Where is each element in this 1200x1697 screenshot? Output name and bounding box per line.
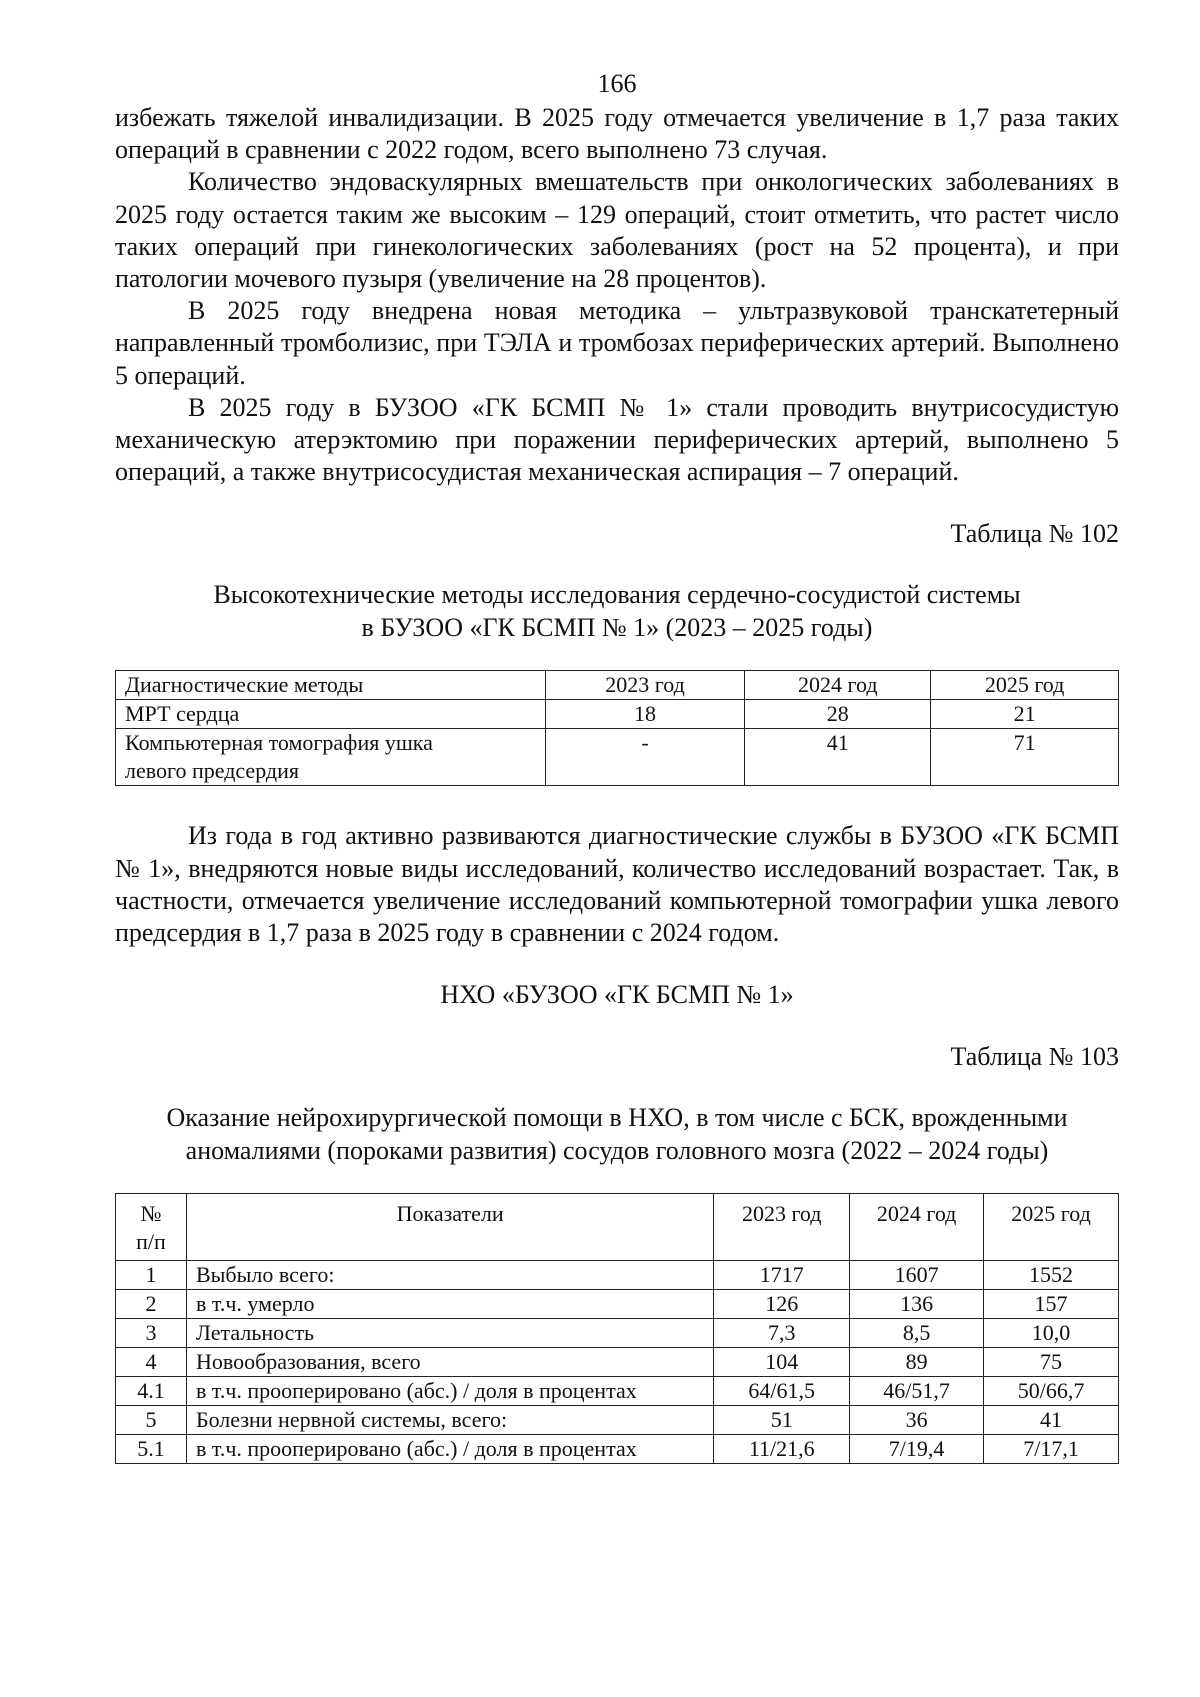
table-row [116,1435,1119,1464]
table-cell: 1717 [714,1261,850,1290]
table-cell: 7,3 [714,1319,850,1348]
table-103-header-cell: Показатели [186,1194,713,1261]
table-cell: 21 [931,700,1119,729]
table-102-number: Таблица № 102 [950,519,1119,549]
table-cell: 7/17,1 [984,1435,1119,1464]
table-103-header-cell: 2024 год [850,1194,984,1261]
table-row [116,1319,1119,1348]
table-103-header-cell: 2025 год [984,1194,1119,1261]
paragraph-4: В 2025 году в БУЗОО «ГК БСМП № 1» стали проводить внутрисосудистую механическую атерэктомию при поражении периферических артерий, выполнено 5 операций, а также внутрисосудистая механическая аспирация – 7 операций. [115,392,1119,487]
table-cell: - [545,729,745,786]
table-cell: 71 [931,729,1119,786]
table-cell: 75 [984,1348,1119,1377]
table-cell: 1552 [984,1261,1119,1290]
page-number: 166 [597,69,637,98]
table-cell: 64/61,5 [714,1377,850,1406]
table-cell: в т.ч. прооперировано (абс.) / доля в процентах [186,1377,713,1406]
table-103-title [115,1101,1119,1167]
table-cell: 136 [850,1290,984,1319]
document-page [115,68,1119,1464]
table-cell: 7/19,4 [850,1435,984,1464]
table-102-title-line2: в БУЗОО «ГК БСМП № 1» (2023 – 2025 годы) [361,613,873,643]
table-103-title-line2: аномалиями (пороками развития) сосудов головного мозга (2022 – 2024 годы) [185,1136,1049,1166]
table-102-header-cell: 2025 год [931,671,1119,700]
table-103-number: Таблица № 103 [950,1042,1119,1072]
section-heading: НХО «БУЗОО «ГК БСМП № 1» [440,980,794,1010]
table-cell: Болезни нервной системы, всего: [186,1406,713,1435]
table-cell: 104 [714,1348,850,1377]
paragraph-5: Из года в год активно развиваются диагностические службы в БУЗОО «ГК БСМП № 1», внедряются новые виды исследований, количество исследований возрастает. Так, в частности, отмечается увеличение исследований компьютерной томографии ушка левого предсердия в 1,7 раза в 2025 году в сравнении с 2024 годом. [115,821,1119,948]
table-cell: 157 [984,1290,1119,1319]
table-cell: 46/51,7 [850,1377,984,1406]
table-102-title [115,578,1119,644]
table-cell: в т.ч. прооперировано (абс.) / доля в процентах [186,1435,713,1464]
table-cell: 4 [116,1348,187,1377]
table-103-header-cell: 2023 год [714,1194,850,1261]
table-row [116,1290,1119,1319]
table-102-title-line1: Высокотехнические методы исследования сердечно-сосудистой системы [213,580,1021,610]
table-cell: 36 [850,1406,984,1435]
table-row [116,729,1119,786]
table-cell: Новообразования, всего [186,1348,713,1377]
table-102-header-cell: 2023 год [545,671,745,700]
table-cell: 89 [850,1348,984,1377]
table-cell: 5 [116,1406,187,1435]
table-cell: 1 [116,1261,187,1290]
table-cell: 11/21,6 [714,1435,850,1464]
table-cell: 1607 [850,1261,984,1290]
paragraph-3: В 2025 году внедрена новая методика – ультразвуковой транскатетерный направленный тромболизис, при ТЭЛА и тромбозах периферических артерий. Выполнено 5 операций. [115,296,1119,390]
table-102 [115,670,1119,786]
table-cell: 50/66,7 [984,1377,1119,1406]
table-cell: 18 [545,700,745,729]
table-102-header-cell: Диагностические методы [116,671,546,700]
table-cell: МРТ сердца [116,700,546,729]
table-cell: 2 [116,1290,187,1319]
table-cell: 41 [745,729,931,786]
table-cell: Компьютерная томография ушка левого предсердия [116,729,546,786]
table-103-header-row [116,1194,1119,1261]
table-102-header-cell: 2024 год [745,671,931,700]
table-cell: 41 [984,1406,1119,1435]
table-103 [115,1193,1119,1464]
table-cell: 5.1 [116,1435,187,1464]
table-cell: в т.ч. умерло [186,1290,713,1319]
table-cell: 51 [714,1406,850,1435]
table-row [116,700,1119,729]
table-cell: 4.1 [116,1377,187,1406]
table-cell: 126 [714,1290,850,1319]
paragraph-1: избежать тяжелой инвалидизации. В 2025 году отмечается увеличение в 1,7 раза таких операций в сравнении с 2022 годом, всего выполнено 73 случая. [115,103,1119,165]
table-cell: 8,5 [850,1319,984,1348]
table-103-title-line1: Оказание нейрохирургической помощи в НХО, в том числе с БСК, врожденными [166,1103,1068,1133]
paragraph-2: Количество эндоваскулярных вмешательств при онкологических заболеваниях в 2025 году остается таким же высоким – 129 операций, стоит отметить, что растет число таких операций при гинекологических заболеваниях (рост на 52 процента), и при патологии мочевого пузыря (увеличение на 28 процентов). [115,167,1119,294]
table-cell: Выбыло всего: [186,1261,713,1290]
table-row [116,1377,1119,1406]
table-row [116,1348,1119,1377]
table-cell: 10,0 [984,1319,1119,1348]
table-row [116,1261,1119,1290]
table-row [116,1406,1119,1435]
table-102-header-row [116,671,1119,700]
table-103-header-cell: № п/п [116,1194,187,1261]
table-cell: 3 [116,1319,187,1348]
table-cell: Летальность [186,1319,713,1348]
table-cell: 28 [745,700,931,729]
